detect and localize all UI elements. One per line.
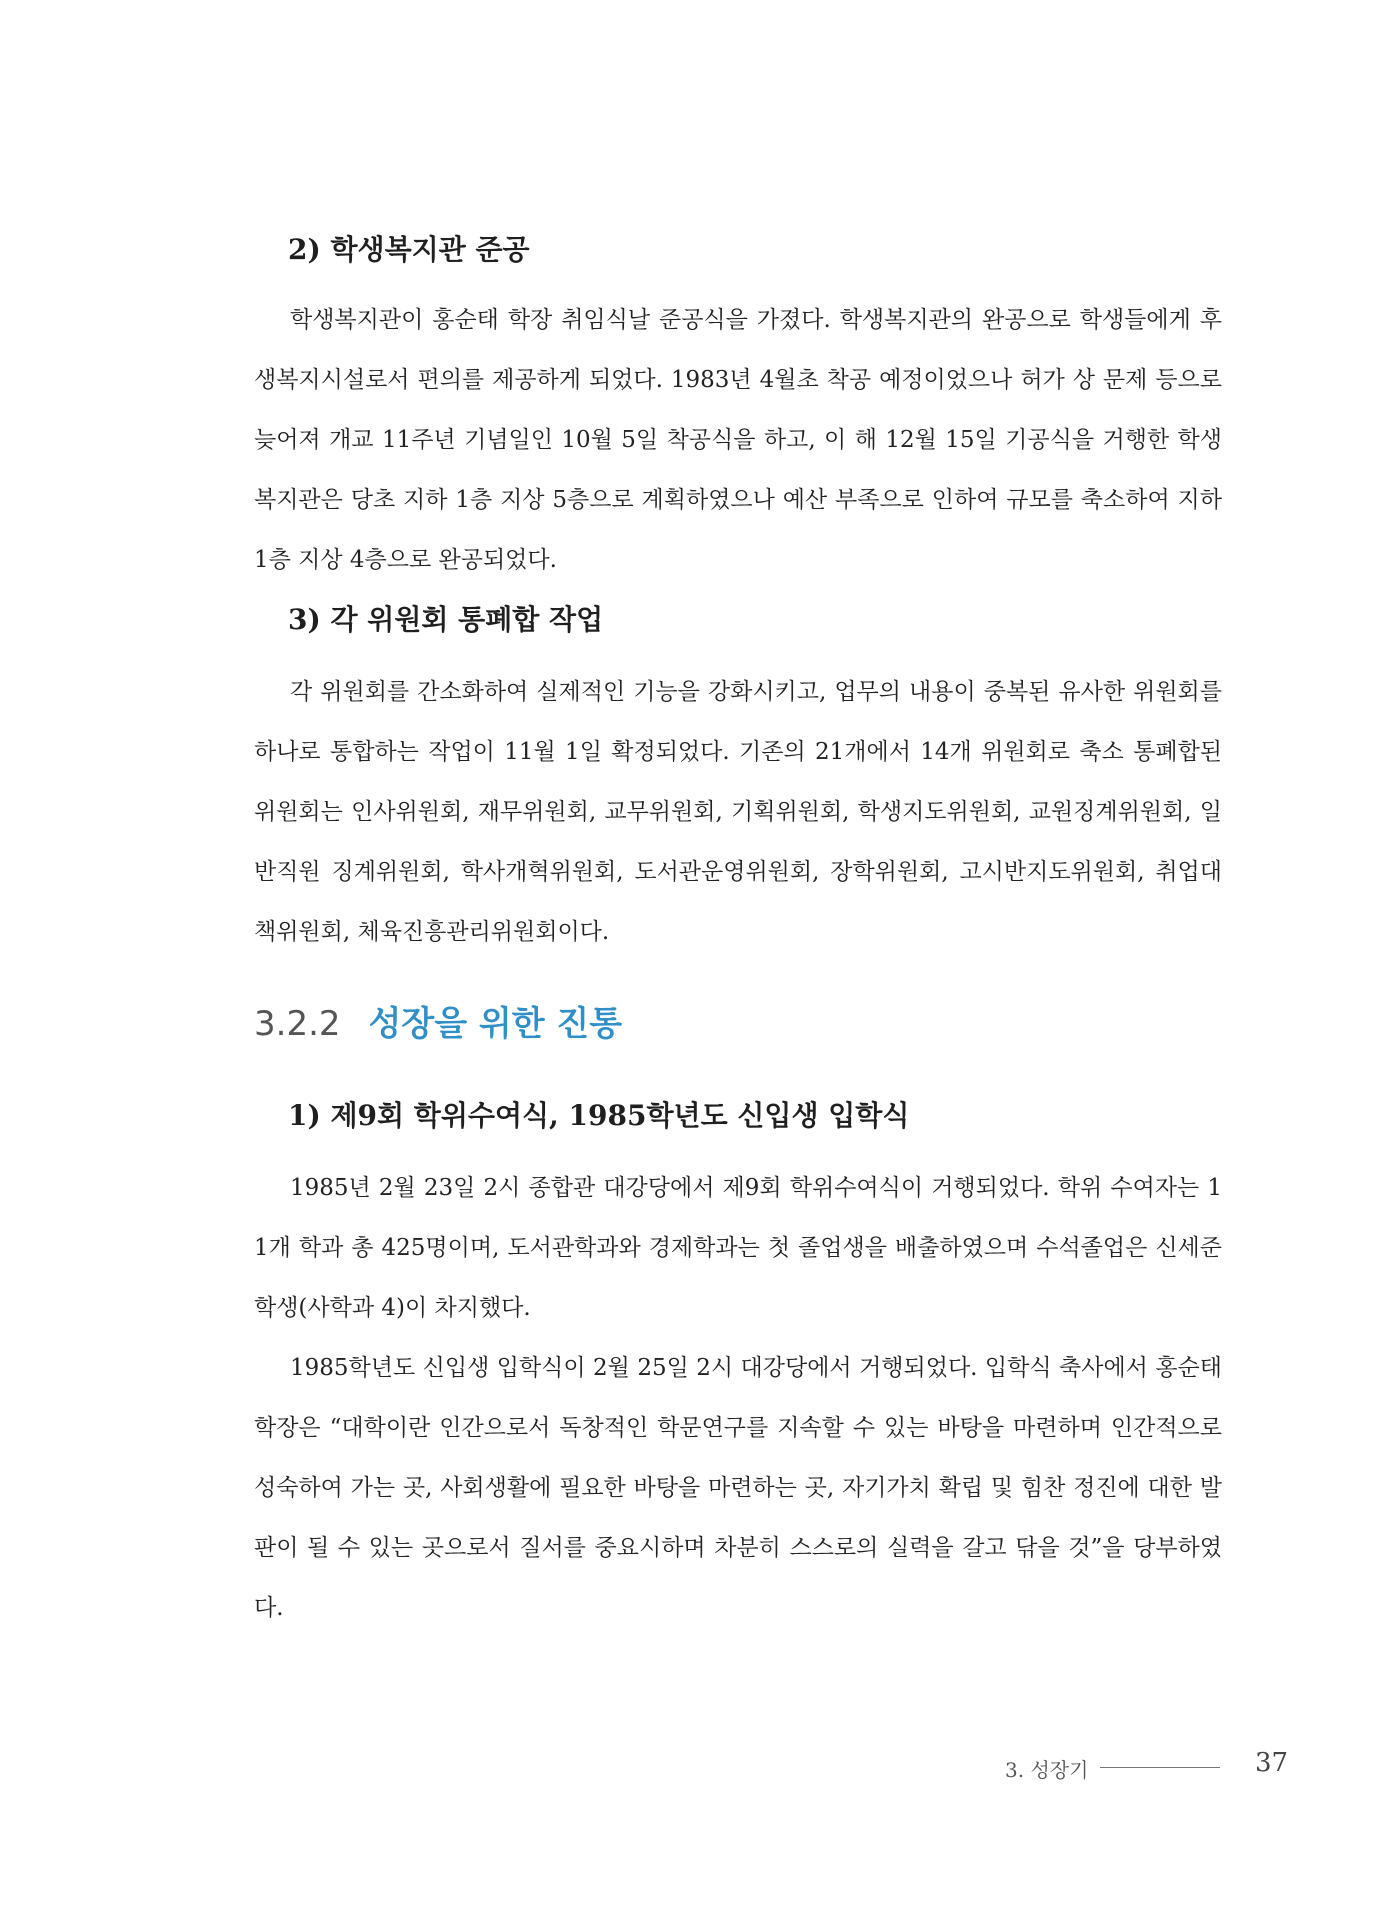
page-footer [1005, 1748, 1295, 1788]
section-number: 3.2.2 [254, 1004, 341, 1044]
subsection-title-welfare: 2) 학생복지관 준공 [288, 233, 530, 266]
paragraph-committees: 각 위원회를 간소화하여 실제적인 기능을 강화시키고, 업무의 내용이 중복된 유사한 위원회를 하나로 통합하는 작업이 11월 1일 확정되었다. 기존의 21개에서 14개 위원회로 축소 통폐합된 위원회는 인사위원회, 재무위원회, 교무위원회, 기획위원회, 학생지도위원회, 교원징계위원회, 일반직원 징계위원회, 학사개혁위원회, 도서관운영위원회, 장학위원회, 고시반지도위원회, 취업대책위원회, 체육진흥관리위원회이다. [254, 679, 1222, 945]
paragraph-entrance: 1985학년도 신입생 입학식이 2월 25일 2시 대강당에서 거행되었다. 입학식 축사에서 홍순태 학장은 “대학이란 인간으로서 독창적인 학문연구를 지속할 수 있는 바탕을 마련하며 인간적으로 성숙하여 가는 곳, 사회생활에 필요한 바탕을 마련하는 곳, 자기가치 확립 및 힘찬 정진에 대한 발판이 될 수 있는 곳으로서 질서를 중요시하며 차분히 스스로의 실력을 갈고 닦을 것”을 당부하였다. [254, 1355, 1222, 1621]
subsection-title-committees: 3) 각 위원회 통폐합 작업 [288, 603, 604, 636]
footer-divider [1100, 1767, 1220, 1768]
footer-chapter-label: 3. 성장기 [1005, 1758, 1089, 1782]
subsection-title-ceremony: 1) 제9회 학위수여식, 1985학년도 신입생 입학식 [288, 1099, 910, 1132]
document-page [250, 0, 1225, 1920]
section-heading-growth [254, 1002, 622, 1046]
paragraph-welfare: 학생복지관이 홍순태 학장 취임식날 준공식을 가졌다. 학생복지관의 완공으로 학생들에게 후생복지시설로서 편의를 제공하게 되었다. 1983년 4월초 착공 예정이었으나 허가 상 문제 등으로 늦어져 개교 11주년 기념일인 10월 5일 착공식을 하고, 이 해 12월 15일 기공식을 거행한 학생복지관은 당초 지하 1층 지상 5층으로 계획하였으나 예산 부족으로 인하여 규모를 축소하여 지하 1층 지상 4층으로 완공되었다. [254, 307, 1222, 573]
section-title-text: 성장을 위한 진통 [368, 1004, 623, 1044]
page-number: 37 [1255, 1748, 1289, 1778]
paragraph-graduation: 1985년 2월 23일 2시 종합관 대강당에서 제9회 학위수여식이 거행되었다. 학위 수여자는 11개 학과 총 425명이며, 도서관학과와 경제학과는 첫 졸업생을 배출하였으며 수석졸업은 신세준 학생(사학과 4)이 차지했다. [254, 1175, 1222, 1321]
